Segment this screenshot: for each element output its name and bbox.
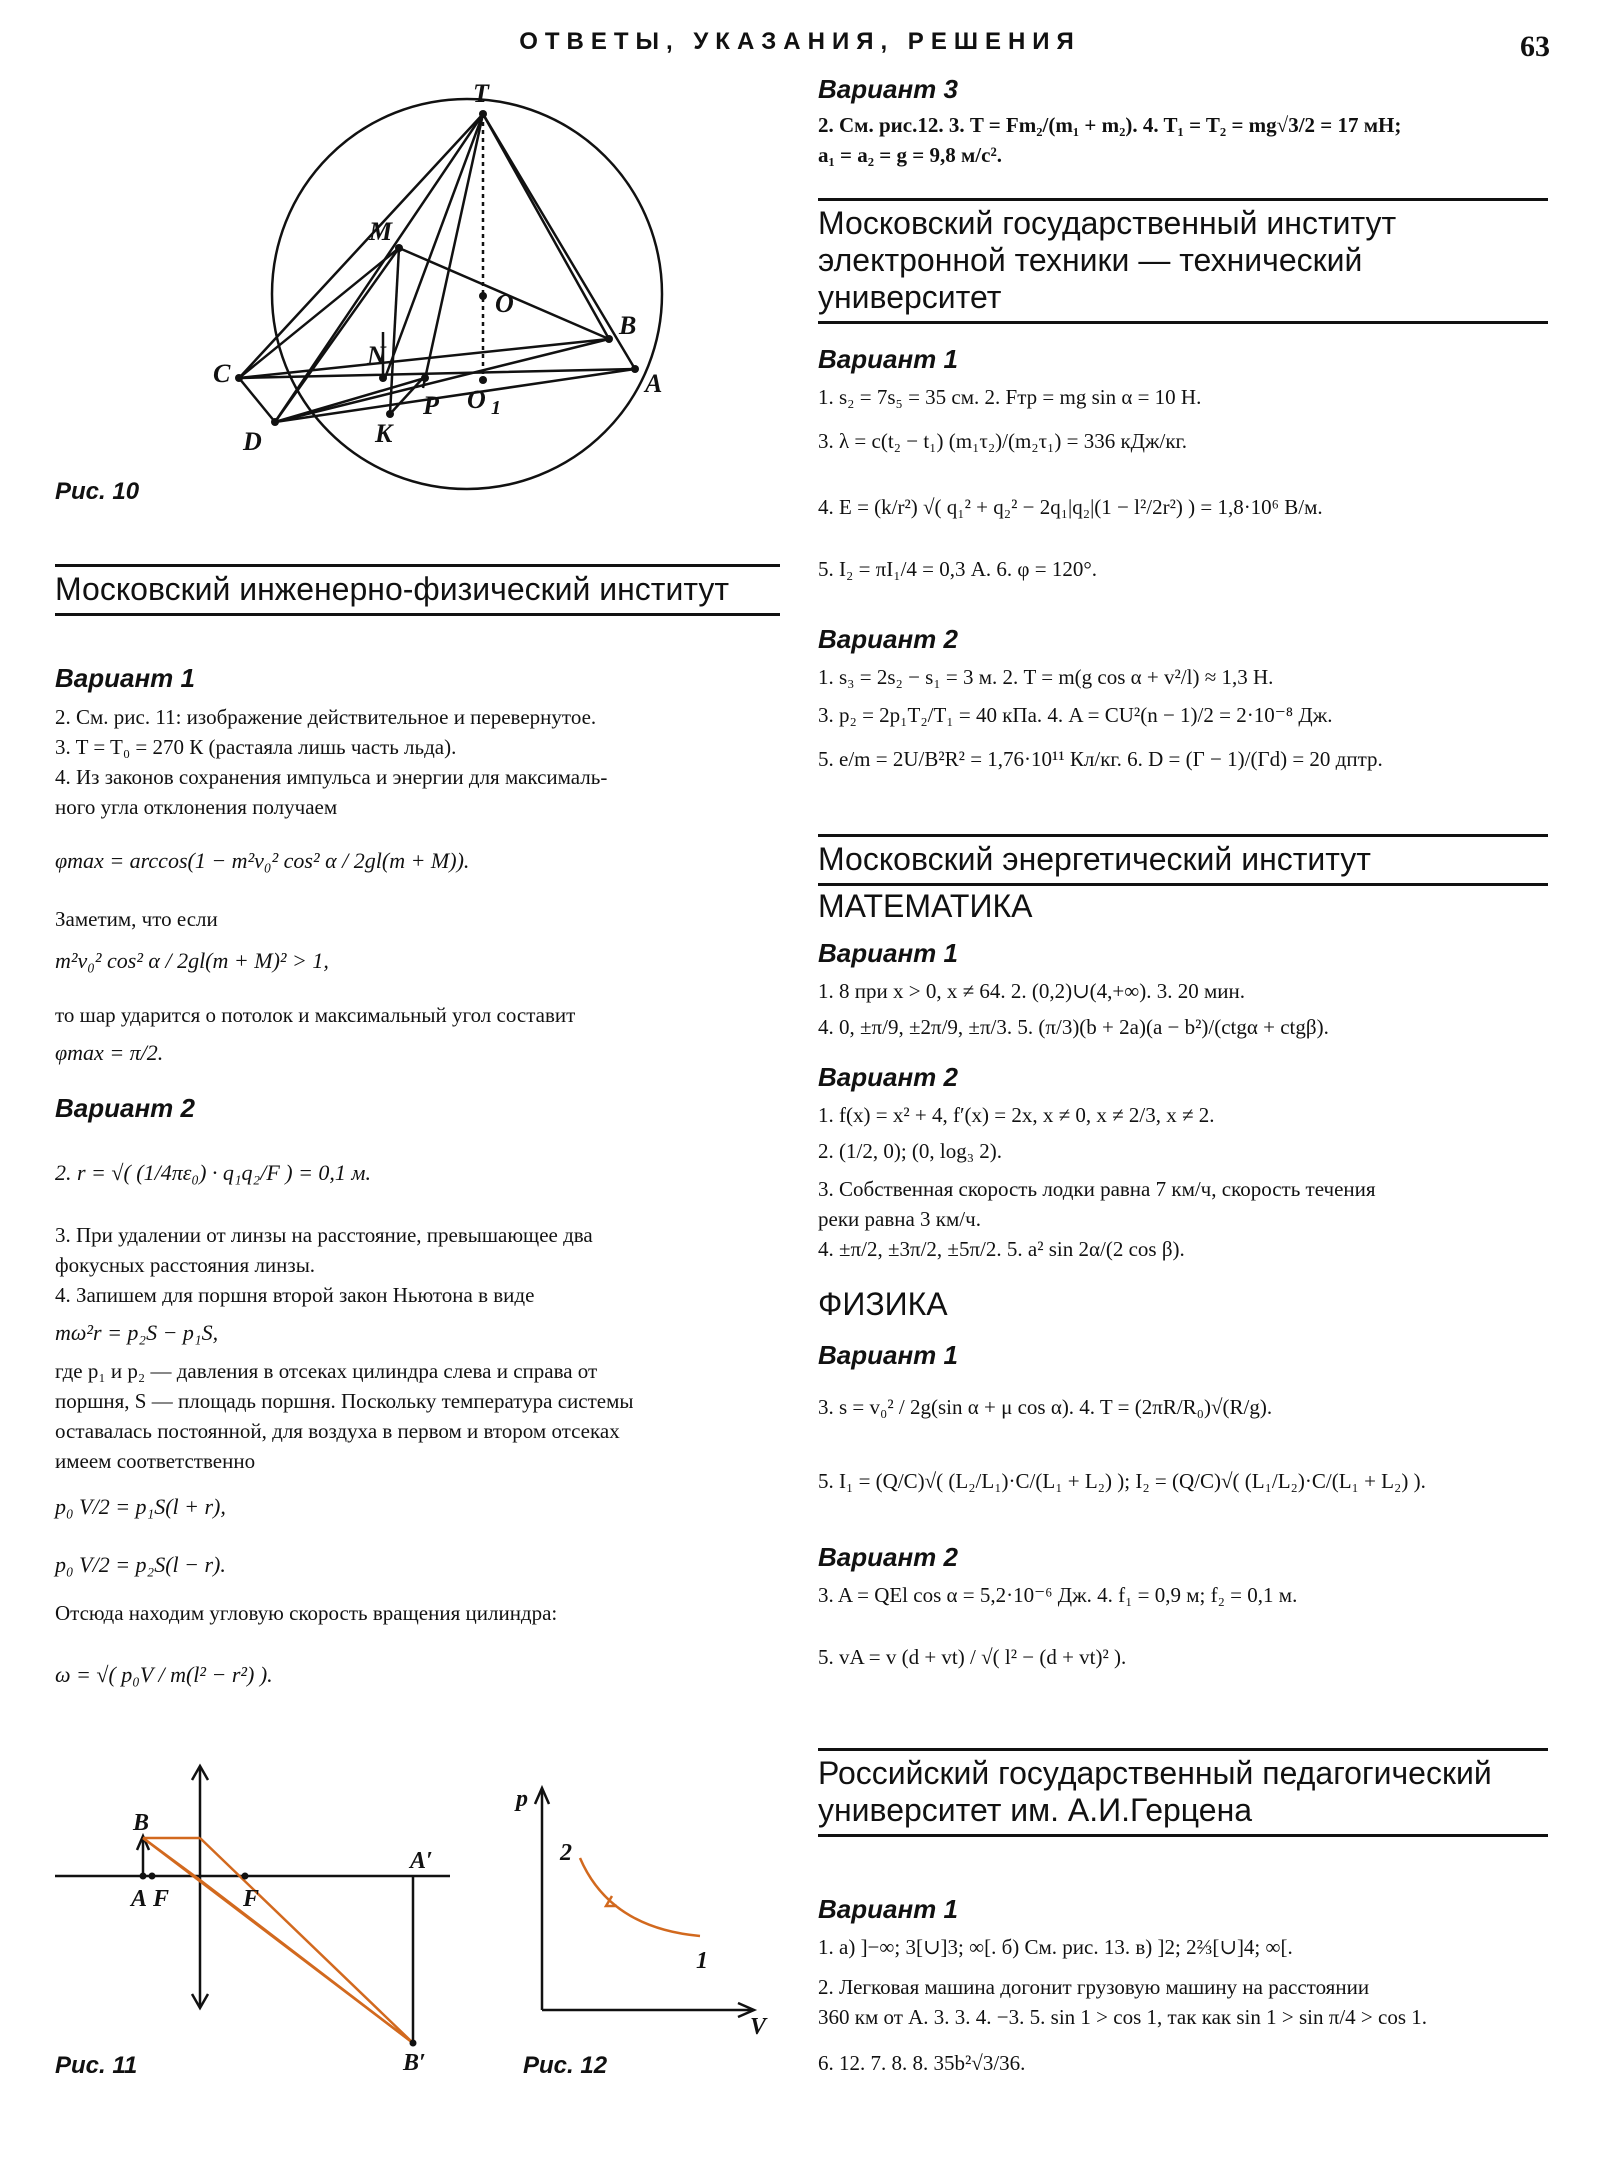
answer-line: 2. См. рис.12. 3. T = Fm₂/(m₁ + m₂). 4. T₁ = T₂ = mg√3/2 = 17 мН; (818, 113, 1402, 137)
variant-heading: Вариант 1 (55, 663, 195, 693)
figure-12-caption: Рис. 12 (523, 2052, 608, 2079)
point-label-1: 1 (696, 1948, 708, 1974)
label-a: A (645, 369, 663, 398)
answer-line: 360 км от A. 3. 3. 4. −3. 5. sin 1 > cos 1, так как sin 1 > sin π/4 > cos 1. (818, 2005, 1427, 2029)
label-f: F (243, 1886, 260, 1912)
answer-line: Заметим, что если (55, 907, 218, 931)
institute-heading-rgpu: Российский государственный педагогический университет им. А.И.Герцена (818, 1748, 1548, 1837)
formula-p1: p₀ V/2 = p₁S(l + r), (55, 1494, 226, 1519)
answer-line: 2. Легковая машина догонит грузовую машину на расстоянии (818, 1975, 1370, 1999)
answer-line: ного угла отклонения получаем (55, 795, 338, 819)
label-t: T (473, 79, 489, 108)
institute-heading-mei: Московский энергетический институт (818, 834, 1548, 886)
answer-line: 4. Запишем для поршня второй закон Ньютона в виде (55, 1283, 535, 1307)
answer-line: 3. s = v₀² / 2g(sin α + μ cos α). 4. T = (2πR/R₀)√(R/g). (818, 1395, 1273, 1419)
figure-12 (500, 1778, 770, 2038)
answer-line: 5. vA = v (d + vt) / √( l² − (d + vt)² ). (818, 1645, 1127, 1669)
formula-condition: m²v₀² cos² α / 2gl(m + M)² > 1, (55, 948, 329, 973)
answer-block-mifi-v2-text (55, 1356, 780, 1476)
answer-line: 1. 8 при x > 0, x ≠ 64. 2. (0,2)∪(4,+∞). 3. 20 мин. (818, 979, 1245, 1003)
label-f: F (153, 1886, 170, 1912)
answer-line: 3. A = QEl cos α = 5,2·10⁻⁶ Дж. 4. f₁ = 0,9 м; f₂ = 0,1 м. (818, 1583, 1298, 1607)
label-b: B (619, 311, 637, 340)
process-curve (580, 1858, 700, 1936)
answer-line: a₁ = a₂ = g = 9,8 м/с². (818, 143, 1002, 167)
answer-line: 4. 0, ±π/9, ±2π/9, ±π/3. 5. (π/3)(b + 2a)(a − b²)/(ctgα + ctgβ). (818, 1015, 1329, 1039)
answer-line: Отсюда находим угловую скорость вращения цилиндра: (55, 1601, 558, 1625)
answer-line: имеем соответственно (55, 1449, 256, 1473)
label-b: B (133, 1810, 150, 1836)
label-a-prime: A′ (410, 1848, 433, 1874)
label-a: A (131, 1886, 148, 1912)
label-p: P (423, 391, 439, 420)
answer-line: 4. ±π/2, ±3π/2, ±5π/2. 5. a² sin 2α/(2 cos β). (818, 1237, 1185, 1261)
answer-line: 2. См. рис. 11: изображение действительное и перевернутое. (55, 705, 597, 729)
answer-block-mifi-v1 (55, 702, 780, 822)
label-m: M (369, 217, 393, 246)
answer-block-mei-math-v2 (818, 1100, 1548, 1264)
answer-line: 1. f(x) = x² + 4, f′(x) = 2x, x ≠ 0, x ≠ 2/3, x ≠ 2. (818, 1103, 1215, 1127)
formula-phi-max-limit: φmax = π/2. (55, 1040, 164, 1065)
answer-block-rgpu-v1 (818, 1932, 1548, 2078)
axis-label-v: V (750, 2014, 767, 2038)
answer-line: 4. Из законов сохранения импульса и энергии для максималь- (55, 765, 608, 789)
answer-line: реки равна 3 км/ч. (818, 1207, 981, 1231)
variant-heading: Вариант 2 (55, 1093, 195, 1123)
formula-phi-max: φmax = arccos(1 − m²v₀² cos² α / 2gl(m + M)). (55, 848, 470, 873)
answer-block-miet-v1 (818, 382, 1548, 584)
formula-p2: p₀ V/2 = p₂S(l − r). (55, 1552, 226, 1577)
figure-11 (55, 1758, 475, 2078)
answer-line: 1. s₃ = 2s₂ − s₁ = 3 м. 2. T = m(g cos α + v²/l) ≈ 1,3 Н. (818, 665, 1274, 689)
triangle-tac (239, 114, 635, 378)
answer-line: 1. s₂ = 7s₅ = 35 см. 2. Fтр = mg sin α = 10 Н. (818, 385, 1202, 409)
answer-line: 1. а) ]−∞; 3[∪]3; ∞[. б) См. рис. 13. в) ]2; 2⅔[∪]4; ∞[. (818, 1935, 1293, 1959)
label-d: D (243, 427, 262, 456)
answer-line: оставалась постоянной, для воздуха в первом и втором отсеках (55, 1419, 620, 1443)
answer-line: 3. p₂ = 2p₁T₂/T₁ = 40 кПа. 4. A = CU²(n − 1)/2 = 2·10⁻⁸ Дж. (818, 703, 1333, 727)
label-n: N (367, 341, 386, 370)
running-header: ОТВЕТЫ, УКАЗАНИЯ, РЕШЕНИЯ (519, 28, 1081, 55)
answer-line: 5. I₂ = πI₁/4 = 0,3 А. 6. φ = 120°. (818, 557, 1098, 581)
subject-heading-math: МАТЕМАТИКА (818, 888, 1033, 924)
variant-heading: Вариант 2 (818, 1062, 958, 1092)
axis-label-p: p (516, 1786, 528, 1812)
answer-block-miet-v2 (818, 662, 1548, 774)
institute-heading-mifi: Московский инженерно-физический институт (55, 564, 780, 616)
formula-r: 2. r = √( (1/4πε₀) · q₁q₂/F ) = 0,1 м. (55, 1160, 371, 1185)
answer-block-mifi-v2 (55, 1220, 780, 1310)
variant-heading: Вариант 1 (818, 1340, 958, 1370)
point-label-2: 2 (560, 1840, 572, 1866)
answer-line: то шар ударится о потолок и максимальный угол составит (55, 1003, 576, 1027)
answer-line: 3. Собственная скорость лодки равна 7 км/ч, скорость течения (818, 1177, 1376, 1201)
label-k: K (375, 419, 393, 448)
answer-line: 3. λ = c(t₂ − t₁) (m₁τ₂)/(m₂τ₁) = 336 кДж/кг. (818, 429, 1188, 453)
subject-heading-physics: ФИЗИКА (818, 1286, 948, 1322)
answer-line: 5. I₁ = (Q/C)√( (L₂/L₁)·C/(L₁ + L₂) ); I₂ = (Q/C)√( (L₁/L₂)·C/(L₁ + L₂) ). (818, 1469, 1426, 1493)
answer-block-mifi-v3 (818, 110, 1548, 170)
answer-line: поршня, S — площадь поршня. Поскольку температура системы (55, 1389, 634, 1413)
label-o1-sub: 1 (491, 397, 501, 419)
label-o: O (495, 289, 514, 318)
figure-10-caption: Рис. 10 (55, 478, 140, 505)
institute-heading-miet: Московский государственный институт электронной техники — технический университет (818, 198, 1548, 324)
answer-line: фокусных расстояния линзы. (55, 1253, 316, 1277)
answer-line: 5. e/m = 2U/B²R² = 1,76·10¹¹ Кл/кг. 6. D = (Γ − 1)/(Γd) = 20 дптр. (818, 747, 1383, 771)
answer-block-mei-math-v1 (818, 976, 1548, 1042)
formula-omega: ω = √( p₀V / m(l² − r²) ). (55, 1662, 273, 1687)
label-b-prime: B′ (403, 2050, 426, 2076)
answer-line: 6. 12. 7. 8. 8. 35b²√3/36. (818, 2051, 1026, 2075)
variant-heading: Вариант 1 (818, 938, 958, 968)
answer-line: где p₁ и p₂ — давления в отсеках цилиндра слева и справа от (55, 1359, 598, 1383)
label-o1: O (467, 385, 486, 414)
variant-heading: Вариант 2 (818, 624, 958, 654)
figure-11-caption: Рис. 11 (55, 2052, 138, 2079)
figure-10 (205, 62, 690, 492)
variant-heading: Вариант 2 (818, 1542, 958, 1572)
formula-newton: mω²r = p₂S − p₁S, (55, 1320, 219, 1345)
answer-line: 3. При удалении от линзы на расстояние, превышающее два (55, 1223, 593, 1247)
variant-heading: Вариант 1 (818, 344, 958, 374)
variant-heading: Вариант 1 (818, 1894, 958, 1924)
answer-block-mei-phys-v2 (818, 1580, 1548, 1672)
variant-heading: Вариант 3 (818, 74, 958, 104)
ray-paths (143, 1838, 413, 2043)
answer-line: 4. E = (k/r²) √( q₁² + q₂² − 2q₁|q₂|(1 − l²/2r²) ) = 1,8·10⁶ В/м. (818, 495, 1323, 519)
page-number: 63 (1520, 30, 1550, 63)
answer-line: 3. T = T₀ = 270 К (растаяла лишь часть льда). (55, 735, 457, 759)
answer-block-mei-phys-v1 (818, 1392, 1548, 1496)
answer-line: 2. (1/2, 0); (0, log₃ 2). (818, 1139, 1003, 1163)
label-c: C (213, 359, 231, 388)
